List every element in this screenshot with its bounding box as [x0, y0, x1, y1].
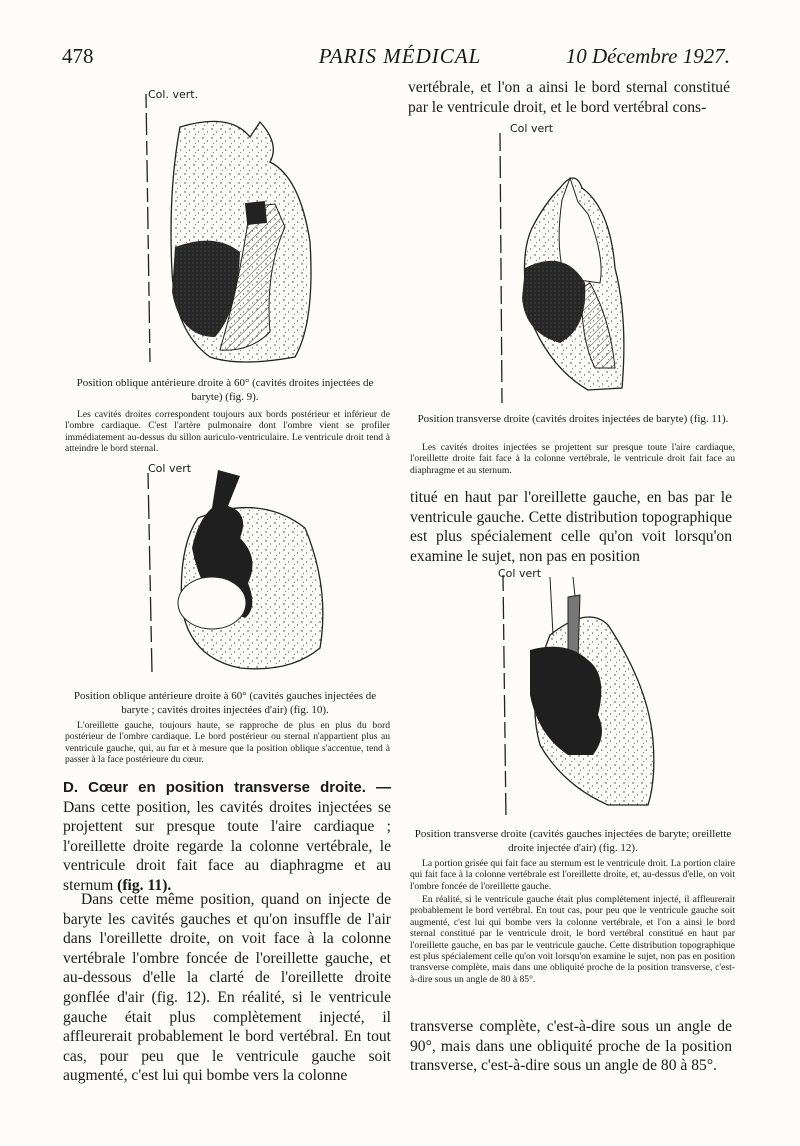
- journal-title: PARIS MÉDICAL: [318, 44, 482, 68]
- figure-12-note-1: La portion grisée qui fait face au sternum est le ventricule droit. La portion claire qui fait face à la colonne vertébrale est l'oreillette droite, et, au-dessus d'elle, on voit l'ombre foncée de l'oreillette gauche.: [410, 858, 735, 892]
- figure-11: [470, 118, 670, 408]
- figure-10-caption: Position oblique antérieure droite à 60° (cavités gauches injectées de baryte ; cavités droites injectées d'air) (fig. 10).: [73, 690, 377, 716]
- para-2: Dans cette même position, quand on injecte de baryte les cavités gauches et qu'on insuffle de l'air dans l'oreillette droite, on voit face à la colonne vertébrale l'ombre foncée de l'oreillette gauche, et au-dessous d'elle la clarté de l'oreillette droite gonflée d'air (fig. 12). En réalité, si le ventricule gauche était plus complètement injecté, il affleurerait probablement le bord vertébral. En tout cas, pour peu que le ventricule gauche soit augmenté, c'est lui qui bombe vers la colonne: [63, 891, 391, 1085]
- issue-date: 10 Décembre 1927.: [565, 44, 730, 68]
- section-d-paragraph: [63, 778, 391, 896]
- figure-9-caption: Position oblique antérieure droite à 60° (cavités droites injectées de baryte) (fig. 9).: [76, 377, 374, 403]
- figure-9: [120, 82, 380, 382]
- section-heading: D. Cœur en position transverse droite. —: [63, 779, 391, 796]
- figure-12-note-2: En réalité, si le ventricule gauche était plus complètement injecté, il affleurerait probablement le bord vertébral. En tout cas, pour peu que le ventricule gauche soit augmenté, c'est lui qui bombe vers la colonne vertébrale, et l'on a ainsi le bord sternal constitué par le ventricule droit, le bord vertébral constitué en haut par l'oreillette gauche, en bas par le ventricule gauche. Cette distribution topographique est plus spécialement celle qu'on voit lorsqu'on examine le sujet, non pas en position transverse complète, mais dans une obliquité proche de la position transverse, c'est-à-dire sous un angle de 80 à 85°.: [410, 894, 735, 985]
- para-1-fig-ref: (fig. 11).: [117, 876, 172, 894]
- figure-11-note: Les cavités droites injectées se projettent sur presque toute l'aire cardiaque, l'oreillette droite fait face à la colonne vertébrale, le ventricule droit fait face au diaphragme et au sternum.: [410, 442, 735, 476]
- figure-10: [120, 458, 380, 683]
- right-col-bottom-text: transverse complète, c'est-à-dire sous un angle de 90°, mais dans une obliquité proche de la position transverse, c'est-à-dire sous un angle de 80 à 85°.: [410, 1018, 732, 1075]
- figure-12-label: Col vert: [498, 567, 542, 580]
- figure-9-label: Col. vert.: [148, 88, 199, 101]
- figure-12-drawing: [478, 565, 678, 825]
- figure-11-caption: Position transverse droite (cavités droites injectées de baryte) (fig. 11).: [417, 413, 729, 425]
- figure-11-drawing: [470, 118, 670, 408]
- figure-12: [478, 565, 678, 825]
- figure-10-label: Col vert: [148, 462, 192, 475]
- figure-10-note: L'oreillette gauche, toujours haute, se rapproche de plus en plus du bord postérieur de l'ombre cardiaque. Le bord postérieur ou sternal n'appartient plus au ventricule gauche, qui, au fur et à mesure que la position oblique s'accentue, tend à passer à la face postérieure du cœur.: [65, 720, 390, 766]
- figure-12-caption: Position transverse droite (cavités gauches injectées de baryte; oreillette droite injectée d'air) (fig. 12).: [414, 828, 732, 854]
- page-number: 478: [62, 44, 94, 68]
- right-col-top-text: vertébrale, et l'on a ainsi le bord sternal constitué par le ventricule droit, et le bord vertébral cons-: [408, 79, 730, 116]
- right-col-middle-text: titué en haut par l'oreillette gauche, en bas par le ventricule gauche. Cette distribution topographique est plus spécialement celle qu'on voit lorsqu'on examine le sujet, non pas en position: [410, 489, 732, 565]
- figure-11-label: Col vert: [510, 122, 554, 135]
- para-1-text: Dans cette position, les cavités droites injectées se projettent sur presque toute l'aire cardiaque ; l'oreillette droite regarde la colonne vertébrale, le ventricule droit fait face au diaphragme et au sternum: [63, 798, 391, 894]
- figure-10-drawing: [120, 458, 380, 683]
- figure-9-note: Les cavités droites correspondent toujours aux bords postérieur et inférieur de l'ombre cardiaque. C'est l'artère pulmonaire dont l'ombre vient se profiler immédiatement au-dessus du sillon auriculo-ventriculaire. Le ventricule droit tend à atteindre le bord sternal.: [65, 409, 390, 455]
- figure-9-drawing: [120, 82, 380, 382]
